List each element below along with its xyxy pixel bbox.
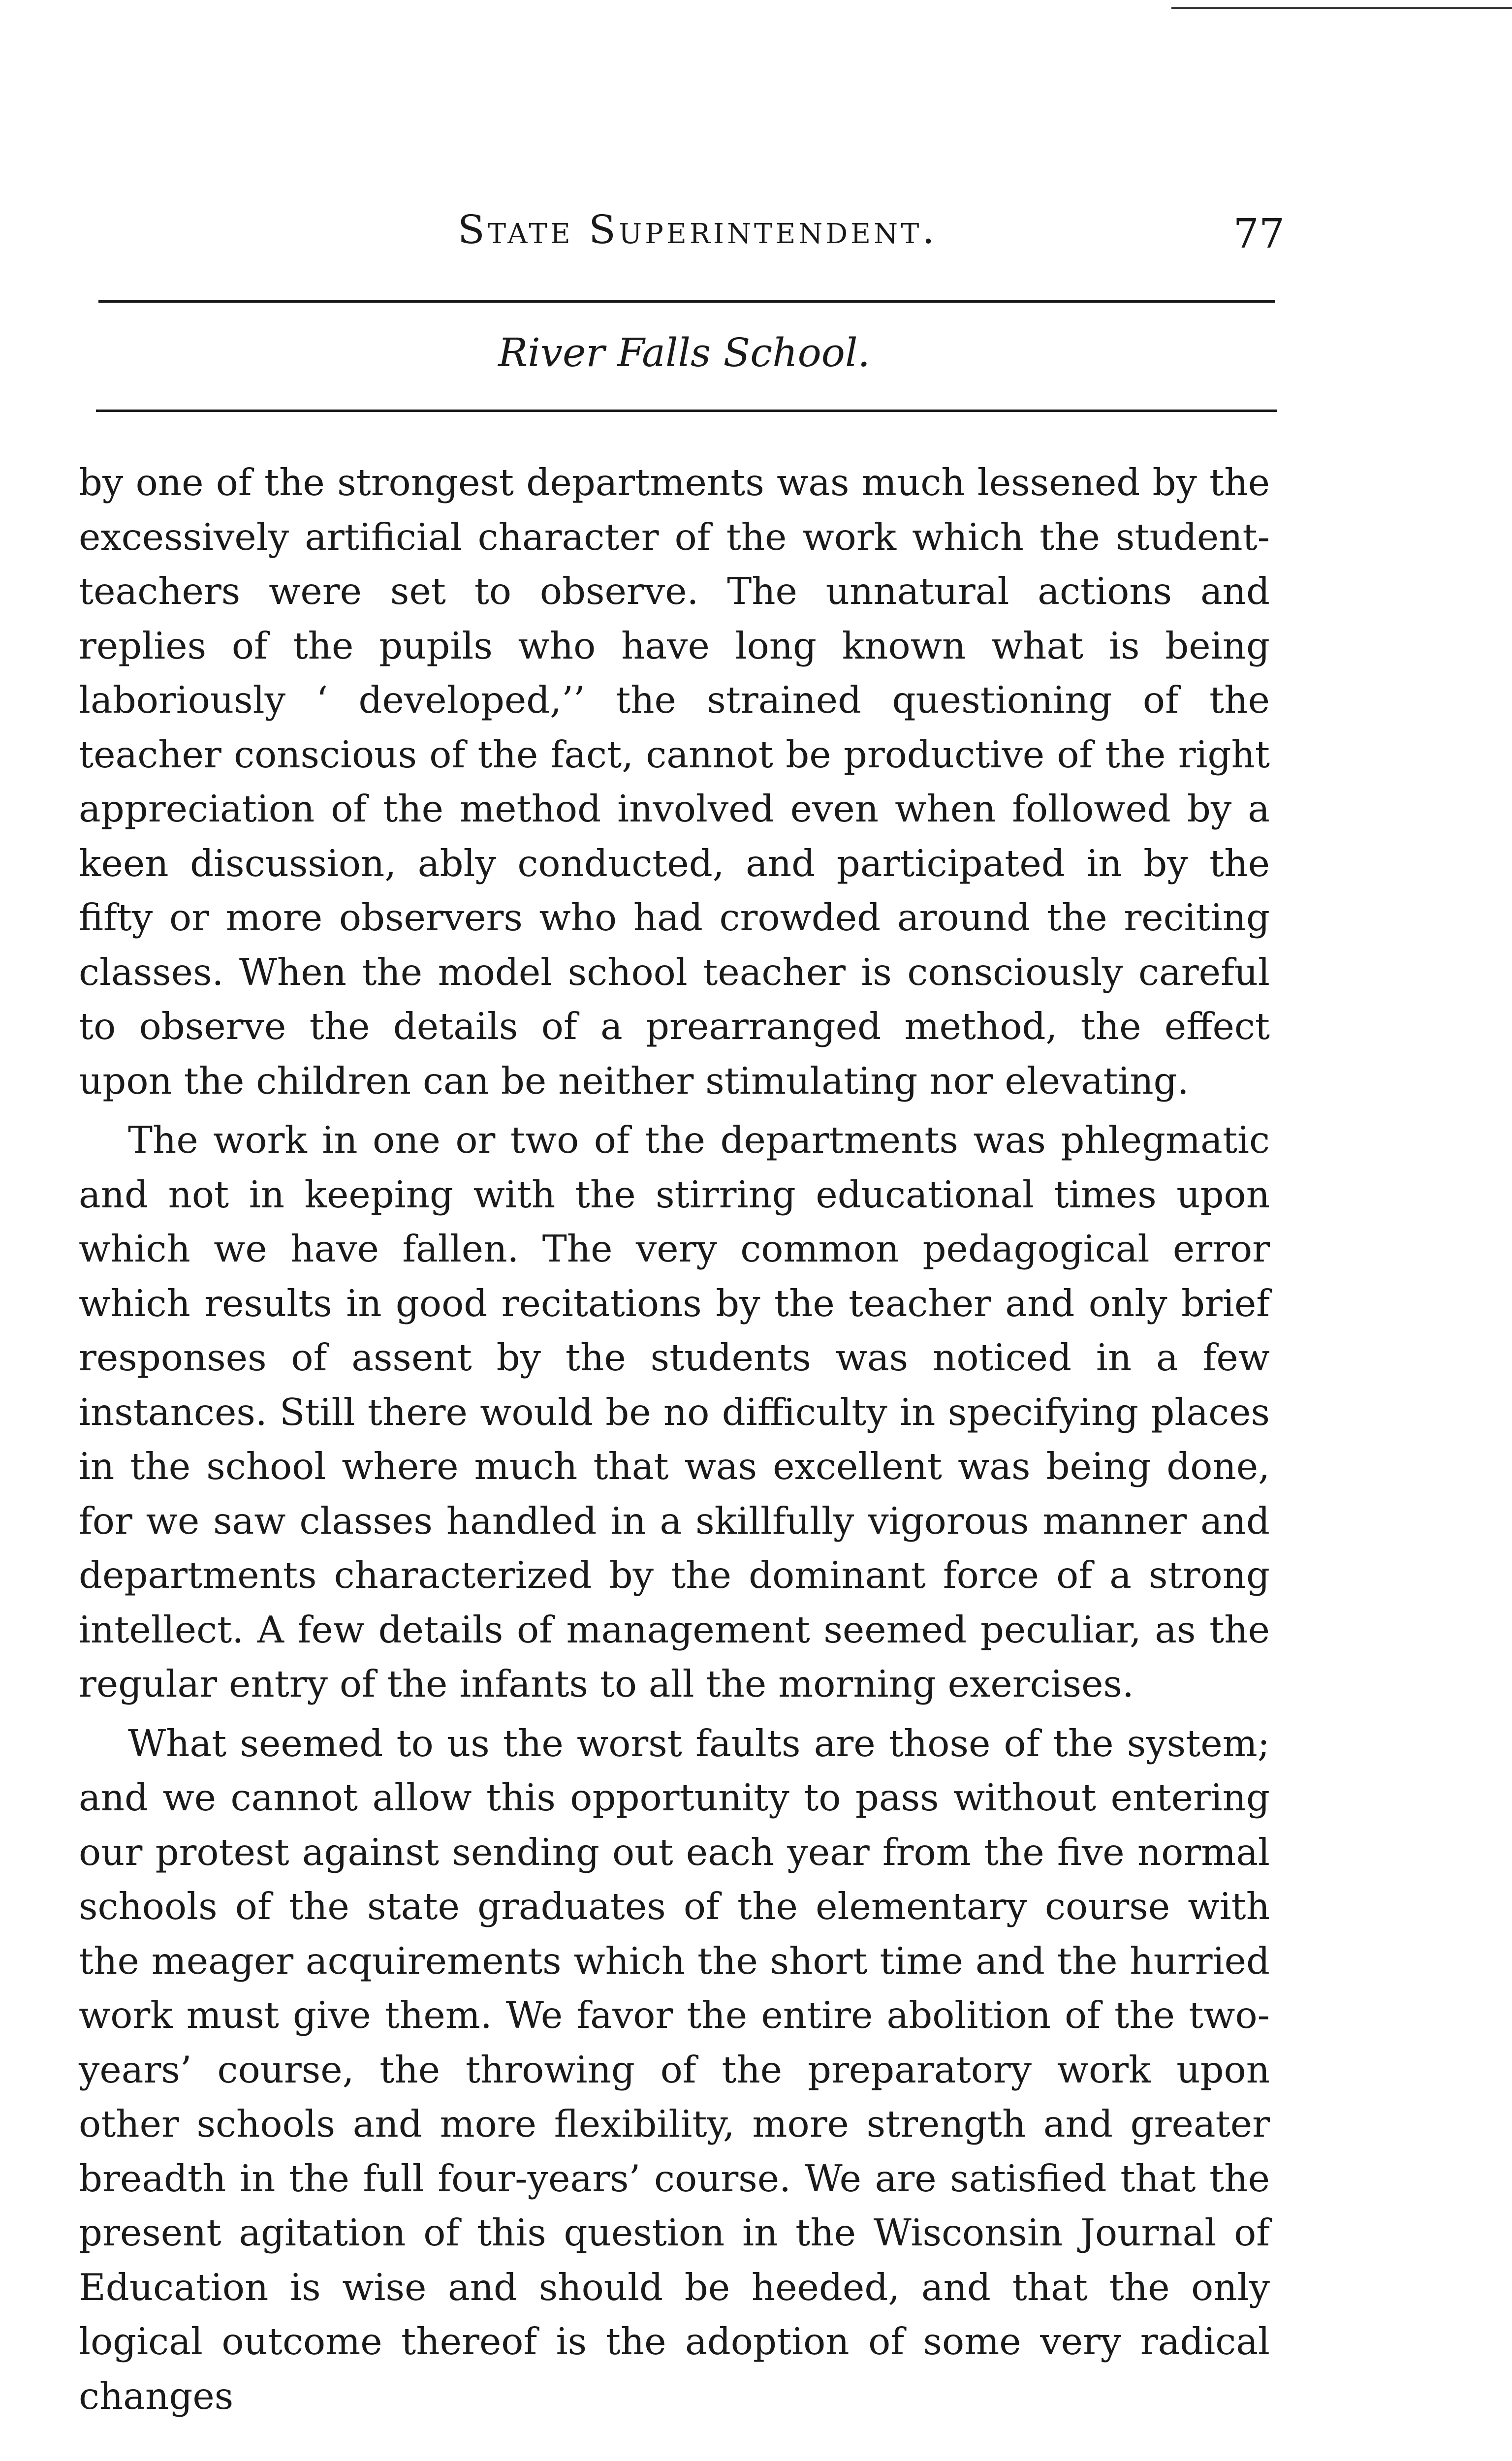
header-rule-top [98, 300, 1275, 303]
paragraph-1: by one of the strongest departments was much lessened by the excessively artificial character of the work which the student-teachers were set to observe. The unnatural actions and replies of the pupils who have long known what is being laboriously ‘ developed,’’ the strained questioning of the teacher conscious of the fact, cannot be productive of the right appreciation of the method involved even when followed by a keen discussion, ably conducted, and participated in by the fifty or more observers who had crowded around the reciting classes. When the model school teacher is consciously careful to observe the details of a prearranged method, the effect upon the children can be neither stimulating nor elevating. [79, 461, 1270, 1103]
page-header [74, 207, 1285, 266]
paragraph-3: What seemed to us the worst faults are those of the system; and we cannot allow this opportunity to pass without entering our protest against sending out each year from the five normal schools of the state graduates of the elementary course with the meager acquirements which the short time and the hurried work must give them. We favor the entire abolition of the two-years’ course, the throwing of the preparatory work upon other schools and more flexibility, more strength and greater breadth in the full four-years’ course. We are satisfied that the present agitation of this question in the Wisconsin Journal of Education is wise and should be heeded, and that the only logical outcome thereof is the adoption of some very radical changes [79, 1721, 1270, 2418]
top-edge-rule [1171, 7, 1512, 9]
paragraph-2: The work in one or two of the departments was phlegmatic and not in keeping with the stirring educational times upon which we have fallen. The very common pedagogical error which results in good recitations by the teacher and only brief responses of assent by the students was noticed in a few instances. Still there would be no difficulty in specifying places in the school where much that was excellent was being done, for we saw classes handled in a skillfully vigorous manner and departments characterized by the dominant force of a strong intellect. A few details of management seemed peculiar, as the regular entry of the infants to all the morning exercises. [79, 1118, 1270, 1705]
section-title: River Falls School. [498, 330, 870, 376]
page-number: 77 [1233, 211, 1285, 257]
header-rule-bottom [96, 410, 1277, 412]
body-text [79, 455, 1270, 2423]
running-head: State Superintendent. [458, 207, 938, 252]
